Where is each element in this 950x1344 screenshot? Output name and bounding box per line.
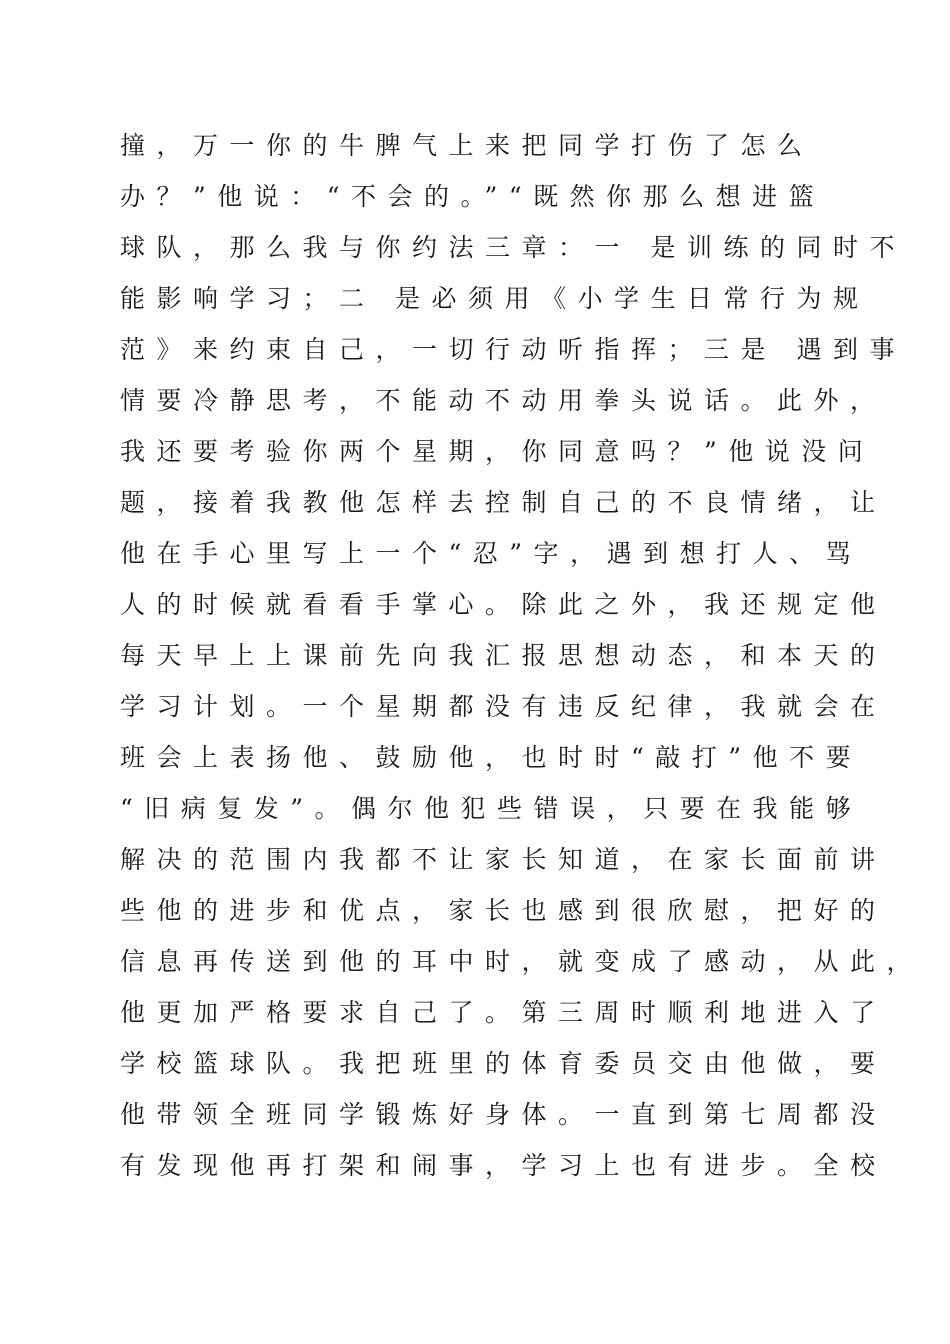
text-line: 办？”他说：“不会的。”“既然你那么想进篮: [120, 182, 826, 211]
text-line: 学校篮球队。我把班里的体育委员交由他做，要: [120, 1049, 887, 1078]
text-line: 他在手心里写上一个“忍”字，遇到想打人、骂: [120, 539, 863, 568]
text-line: 能影响学习；二 是必须用《小学生日常行为规: [120, 284, 870, 313]
text-line: 范》来约束自己，一切行动听指挥；三是 遇到事: [120, 335, 906, 364]
text-line: 我还要考验你两个星期，你同意吗？”他说没问: [120, 437, 875, 466]
body-text: [120, 120, 924, 1191]
text-line: 球队，那么我与你约法三章：一 是训练的同时不: [120, 233, 906, 262]
text-line: 信息再传送到他的耳中时，就变成了感动，从此，: [120, 947, 924, 976]
text-line: 情要冷静思考，不能动不动用拳头说话。此外，: [120, 386, 887, 415]
text-line: 他带领全班同学锻炼好身体。一直到第七周都没: [120, 1100, 887, 1129]
text-line: 撞，万一你的牛脾气上来把同学打伤了怎么: [120, 131, 814, 160]
text-line: 题，接着我教他怎样去控制自己的不良情绪，让: [120, 488, 887, 517]
text-line: “旧病复发”。偶尔他犯些错误，只要在我能够: [120, 794, 863, 823]
text-line: 他更加严格要求自己了。第三周时顺利地进入了: [120, 998, 887, 1027]
text-line: 有发现他再打架和闹事，学习上也有进步。全校: [120, 1151, 887, 1180]
text-line: 些他的进步和优点，家长也感到很欣慰，把好的: [120, 896, 887, 925]
text-line: 每天早上上课前先向我汇报思想动态，和本天的: [120, 641, 887, 670]
text-line: 人的时候就看看手掌心。除此之外，我还规定他: [120, 590, 887, 619]
text-line: 解决的范围内我都不让家长知道，在家长面前讲: [120, 845, 887, 874]
text-line: 班会上表扬他、鼓励他，也时时“敲打”他不要: [120, 743, 863, 772]
text-line: 学习计划。一个星期都没有违反纪律，我就会在: [120, 692, 887, 721]
